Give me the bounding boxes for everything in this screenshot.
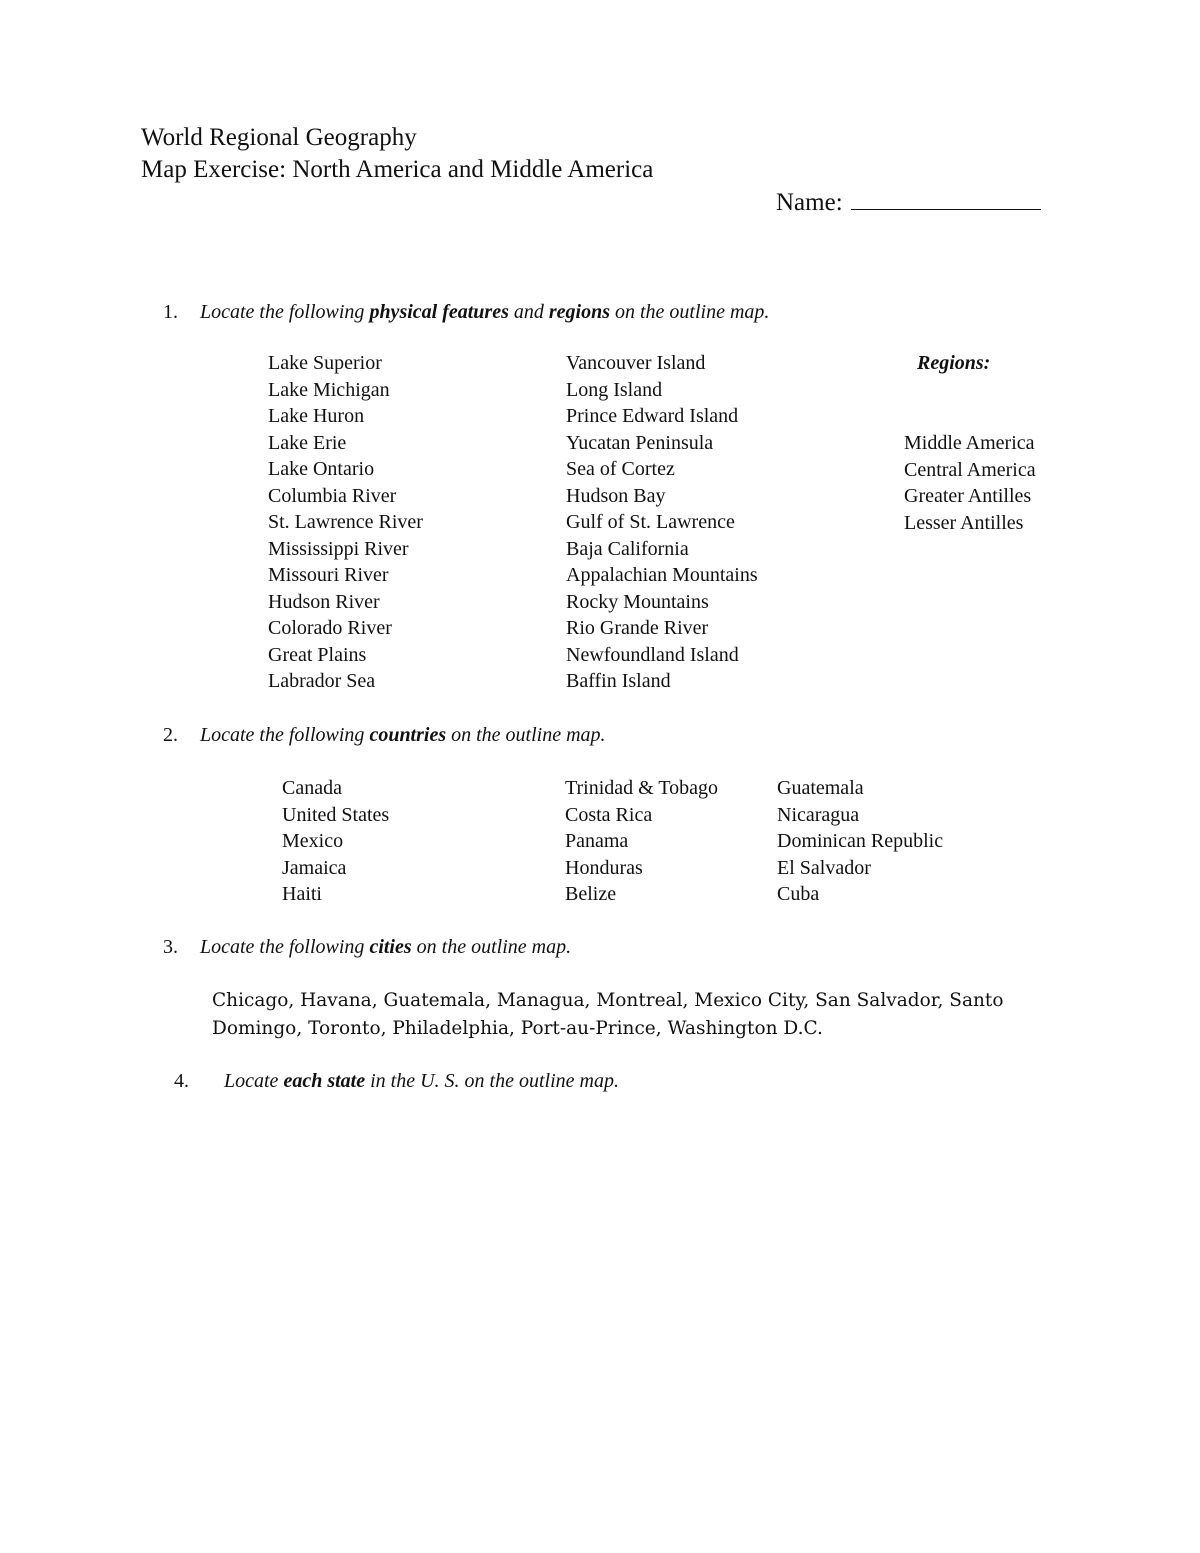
q1-bold-physical-features: physical features xyxy=(369,301,509,323)
list-item: Hudson Bay xyxy=(566,484,666,507)
list-item: Lesser Antilles xyxy=(904,511,1024,534)
course-title: World Regional Geography xyxy=(141,124,417,151)
list-item: Nicaragua xyxy=(777,803,860,826)
q2-bold-countries: countries xyxy=(369,724,447,746)
q2-countries-col2 xyxy=(565,775,718,908)
list-item: Appalachian Mountains xyxy=(566,564,758,586)
q2-countries-col1 xyxy=(282,775,389,908)
question-1-instruction: 1. Locate the following physical features and regions on the outline map. xyxy=(163,301,770,323)
q1-bold-regions: regions xyxy=(548,301,610,323)
list-item: Middle America xyxy=(904,432,1035,454)
list-item: Canada xyxy=(282,777,342,799)
list-item: Greater Antilles xyxy=(904,485,1032,507)
list-item: Honduras xyxy=(565,856,643,879)
list-item: Lake Michigan xyxy=(268,378,390,401)
q4-bold-each-state: each state xyxy=(283,1070,366,1092)
list-item: Mexico xyxy=(282,830,344,852)
list-item: Trinidad & Tobago xyxy=(565,777,719,799)
regions-heading: Regions: xyxy=(917,352,991,374)
name-field xyxy=(776,185,1041,219)
question-2-instruction: 2. Locate the following countries on the outline map. xyxy=(163,724,606,746)
q1-physical-list-col1 xyxy=(268,350,423,695)
list-item: Belize xyxy=(565,883,617,905)
list-item: Baffin Island xyxy=(566,670,671,692)
list-item: Panama xyxy=(565,830,629,852)
list-item: Great Plains xyxy=(268,643,367,666)
question-3-number: 3. xyxy=(163,936,178,958)
list-item: Gulf of St. Lawrence xyxy=(566,511,735,533)
list-item: Hudson River xyxy=(268,590,380,613)
list-item: Missouri River xyxy=(268,564,389,586)
question-4-instruction: 4. Locate each state in the U. S. on the outline map. xyxy=(174,1070,619,1092)
list-item: Lake Ontario xyxy=(268,458,375,480)
list-item: Yucatan Peninsula xyxy=(566,431,714,454)
list-item: Long Island xyxy=(566,378,663,401)
list-item: Labrador Sea xyxy=(268,670,376,692)
list-item: Newfoundland Island xyxy=(566,643,739,666)
list-item: Colorado River xyxy=(268,617,392,639)
list-item: Guatemala xyxy=(777,777,864,799)
q3-bold-cities: cities xyxy=(369,936,412,958)
list-item: Jamaica xyxy=(282,856,347,879)
list-item: Rio Grande River xyxy=(566,617,709,639)
list-item: Prince Edward Island xyxy=(566,405,739,427)
exercise-title: Map Exercise: North America and Middle America xyxy=(141,156,654,183)
q1-regions-list xyxy=(904,430,1036,536)
list-item: Central America xyxy=(904,458,1036,481)
list-item: El Salvador xyxy=(777,856,871,879)
list-item: St. Lawrence River xyxy=(268,511,423,533)
list-item: Lake Erie xyxy=(268,431,347,454)
list-item: Rocky Mountains xyxy=(566,590,709,613)
question-2-number: 2. xyxy=(163,724,178,746)
question-1-number: 1. xyxy=(163,301,178,323)
list-item: Lake Huron xyxy=(268,405,365,427)
list-item: Vancouver Island xyxy=(566,352,706,374)
list-item: Baja California xyxy=(566,537,689,560)
list-item: Lake Superior xyxy=(268,352,382,374)
list-item: United States xyxy=(282,803,390,826)
q1-physical-list-col2 xyxy=(566,350,758,695)
list-item: Cuba xyxy=(777,883,820,905)
list-item: Dominican Republic xyxy=(777,830,944,852)
list-item: Costa Rica xyxy=(565,803,653,826)
list-item: Sea of Cortez xyxy=(566,458,675,480)
question-4-number: 4. xyxy=(174,1070,189,1092)
name-blank-line[interactable] xyxy=(851,185,1041,210)
list-item: Haiti xyxy=(282,883,322,905)
list-item: Columbia River xyxy=(268,484,397,507)
q3-cities-list: Chicago, Havana, Guatemala, Managua, Montreal, Mexico City, San Salvador, Santo Domingo, Toronto, Philadelphia, Port-au-Prince, Washington D.C. xyxy=(212,990,1004,1039)
name-label: Name: xyxy=(776,189,843,216)
list-item: Mississippi River xyxy=(268,537,409,560)
question-3-instruction: 3. Locate the following cities on the outline map. xyxy=(163,936,572,958)
q2-countries-col3 xyxy=(777,775,943,908)
